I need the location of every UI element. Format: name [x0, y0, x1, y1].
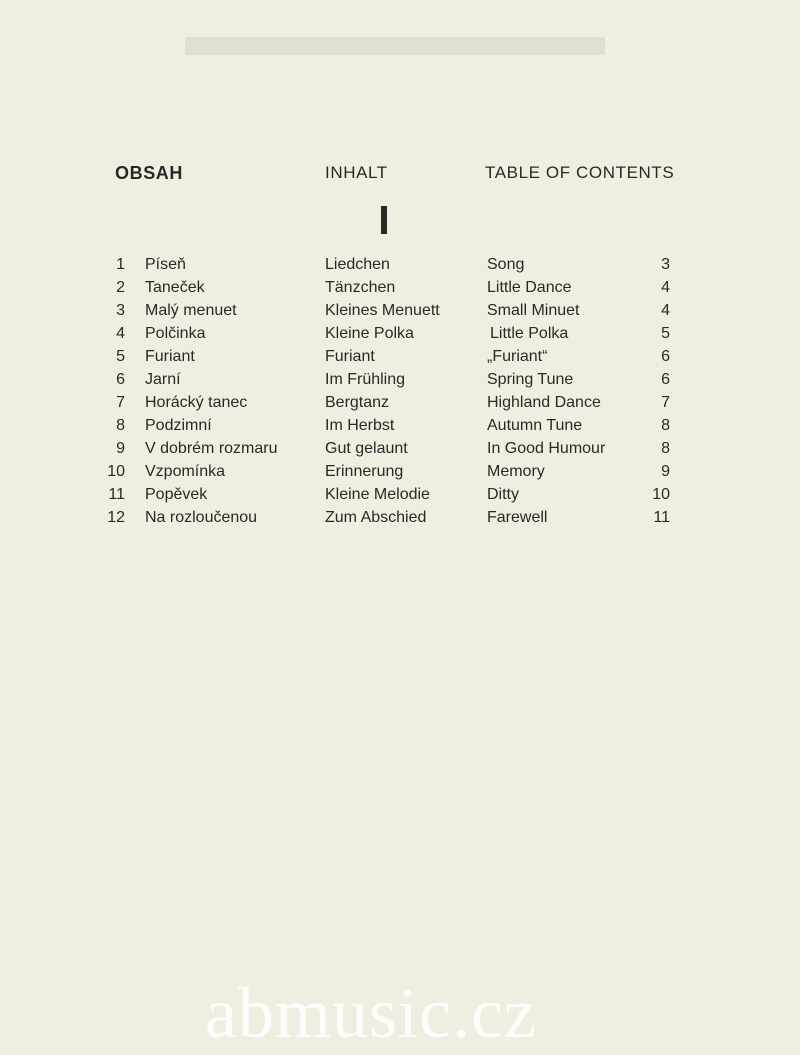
- entry-title-english: Farewell: [487, 509, 548, 526]
- entry-title-german: Im Herbst: [325, 417, 395, 434]
- toc-row: [0, 299, 800, 322]
- entry-title-english: Highland Dance: [487, 394, 601, 411]
- heading-czech: OBSAH: [115, 163, 184, 183]
- entry-title-german: Erinnerung: [325, 463, 404, 480]
- toc-row: [0, 345, 800, 368]
- entry-number: 12: [107, 509, 125, 526]
- entry-title-english: „Furiant“: [487, 348, 548, 365]
- entry-page: 8: [661, 417, 670, 434]
- entry-title-czech: Podzimní: [145, 417, 212, 434]
- entry-page: 3: [661, 256, 670, 273]
- entry-title-german: Gut gelaunt: [325, 440, 408, 457]
- entry-title-german: Liedchen: [325, 256, 390, 273]
- entry-title-czech: Píseň: [145, 256, 186, 273]
- entry-number: 9: [116, 440, 125, 457]
- heading-english: TABLE OF CONTENTS: [485, 163, 675, 182]
- entry-title-czech: Horácký tanec: [145, 394, 248, 411]
- entry-page: 4: [661, 302, 670, 319]
- entry-title-german: Kleine Polka: [325, 325, 414, 342]
- entry-page: 5: [661, 325, 670, 342]
- entry-page: 6: [661, 348, 670, 365]
- entry-title-german: Zum Abschied: [325, 509, 427, 526]
- entry-page: 7: [661, 394, 670, 411]
- entry-number: 7: [116, 394, 125, 411]
- entry-number: 11: [108, 486, 125, 503]
- entry-title-english: In Good Humour: [487, 440, 606, 457]
- entry-number: 10: [107, 463, 125, 480]
- entry-title-czech: V dobrém rozmaru: [145, 440, 278, 457]
- entry-title-czech: Popěvek: [145, 486, 208, 503]
- toc-row: [0, 460, 800, 483]
- heading-german: INHALT: [325, 163, 388, 182]
- entry-number: 1: [116, 256, 125, 273]
- entry-title-english: Little Dance: [487, 279, 572, 296]
- entry-title-czech: Na rozloučenou: [145, 509, 258, 526]
- entry-title-english: Little Polka: [490, 325, 569, 342]
- table-of-contents: [0, 253, 800, 529]
- entry-page: 8: [661, 440, 670, 457]
- toc-row: [0, 483, 800, 506]
- entry-title-german: Tänzchen: [325, 279, 396, 296]
- entry-page: 11: [653, 509, 670, 526]
- show-through-title: ▬▬▬▬▬▬▬: [185, 1, 605, 68]
- entry-number: 8: [116, 417, 125, 434]
- entry-title-german: Im Frühling: [325, 371, 406, 388]
- entry-title-english: Ditty: [487, 486, 519, 503]
- entry-title-czech: Taneček: [145, 279, 205, 296]
- entry-title-english: Autumn Tune: [487, 417, 583, 434]
- entry-page: 6: [661, 371, 670, 388]
- entry-title-german: Kleines Menuett: [325, 302, 440, 319]
- entry-title-czech: Vzpomínka: [145, 463, 226, 480]
- entry-title-german: Bergtanz: [325, 394, 390, 411]
- entry-page: 4: [661, 279, 670, 296]
- entry-number: 6: [116, 371, 125, 388]
- toc-row: [0, 368, 800, 391]
- entry-title-czech: Furiant: [145, 348, 195, 365]
- toc-row: [0, 322, 800, 345]
- toc-row: [0, 391, 800, 414]
- entry-title-czech: Polčinka: [145, 325, 206, 342]
- entry-number: 4: [116, 325, 125, 342]
- entry-page: 10: [652, 486, 670, 503]
- toc-row: [0, 276, 800, 299]
- toc-row: [0, 414, 800, 437]
- entry-title-english: Spring Tune: [487, 371, 574, 388]
- toc-row: [0, 437, 800, 460]
- entry-title-german: Furiant: [325, 348, 375, 365]
- entry-number: 3: [116, 302, 125, 319]
- entry-number: 2: [116, 279, 125, 296]
- entry-title-german: Kleine Melodie: [325, 486, 430, 503]
- entry-title-english: Small Minuet: [487, 302, 580, 319]
- entry-page: 9: [661, 463, 670, 480]
- volume-numeral: [381, 206, 387, 234]
- toc-row: [0, 253, 800, 276]
- watermark: abmusic.cz: [205, 973, 537, 1053]
- entry-title-english: Song: [487, 256, 525, 273]
- entry-title-czech: Malý menuet: [145, 302, 237, 319]
- toc-row: [0, 506, 800, 529]
- entry-number: 5: [116, 348, 125, 365]
- entry-title-english: Memory: [487, 463, 545, 480]
- entry-title-czech: Jarní: [145, 371, 181, 388]
